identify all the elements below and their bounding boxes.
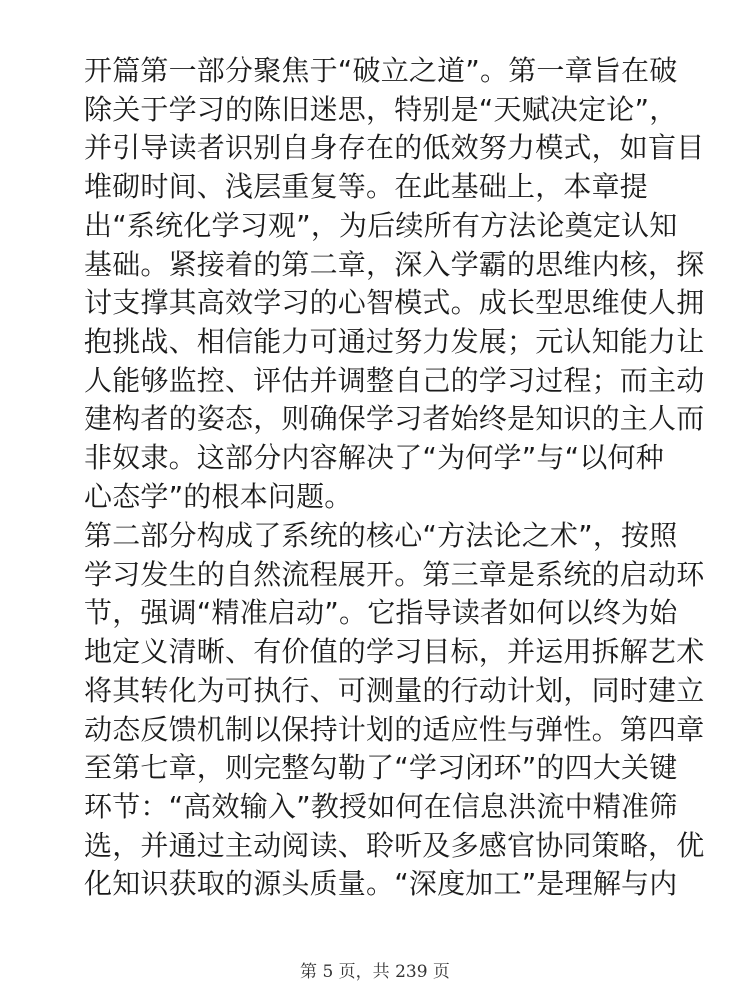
text-line: 除关于学习的陈旧迷思，特别是“天赋决定论”， — [84, 92, 678, 126]
text-line: 建构者的姿态，则确保学习者始终是知识的主人而 — [84, 402, 705, 436]
page-number-footer: 第 5 页，共 239 页 — [300, 962, 450, 982]
text-line: 节，强调“精准启动”。它指导读者如何以终为始 — [84, 596, 678, 630]
text-line: 至第七章，则完整勾勒了“学习闭环”的四大关键 — [84, 751, 678, 785]
paragraph-1 — [84, 52, 705, 516]
text-line: 讨支撑其高效学习的心智模式。成长型思维使人拥 — [84, 286, 705, 320]
text-line: 堆砌时间、浅层重复等。在此基础上，本章提 — [84, 170, 649, 204]
text-line: 第二部分构成了系统的核心“方法论之术”，按照 — [84, 519, 678, 552]
text-line: 开篇第一部分聚焦于“破立之道”。第一章旨在破 — [84, 54, 678, 87]
text-line: 抱挑战、相信能力可通过努力发展；元认知能力让 — [84, 324, 705, 358]
text-line: 选，并通过主动阅读、聆听及多感官协同策略，优 — [84, 828, 705, 862]
text-line: 非奴隶。这部分内容解决了“为何学”与“以何种 — [84, 441, 664, 475]
text-line: 环节：“高效输入”教授如何在信息洪流中精准筛 — [84, 789, 678, 823]
text-line: 化知识获取的源头质量。“深度加工”是理解与内 — [84, 867, 678, 901]
text-line: 动态反馈机制以保持计划的适应性与弹性。第四章 — [84, 712, 705, 746]
text-line: 学习发生的自然流程展开。第三章是系统的启动环 — [84, 557, 705, 591]
text-line: 人能够监控、评估并调整自己的学习过程；而主动 — [84, 363, 705, 397]
paragraph-2 — [84, 517, 705, 904]
text-line: 并引导读者识别自身存在的低效努力模式，如盲目 — [84, 131, 705, 165]
text-line: 将其转化为可执行、可测量的行动计划，同时建立 — [84, 673, 705, 707]
text-line: 心态学”的根本问题。 — [84, 479, 353, 513]
text-line: 基础。紧接着的第二章，深入学霸的思维内核，探 — [84, 247, 705, 281]
text-line: 地定义清晰、有价值的学习目标，并运用拆解艺术 — [84, 635, 705, 669]
text-line: 出“系统化学习观”，为后续所有方法论奠定认知 — [84, 208, 678, 242]
